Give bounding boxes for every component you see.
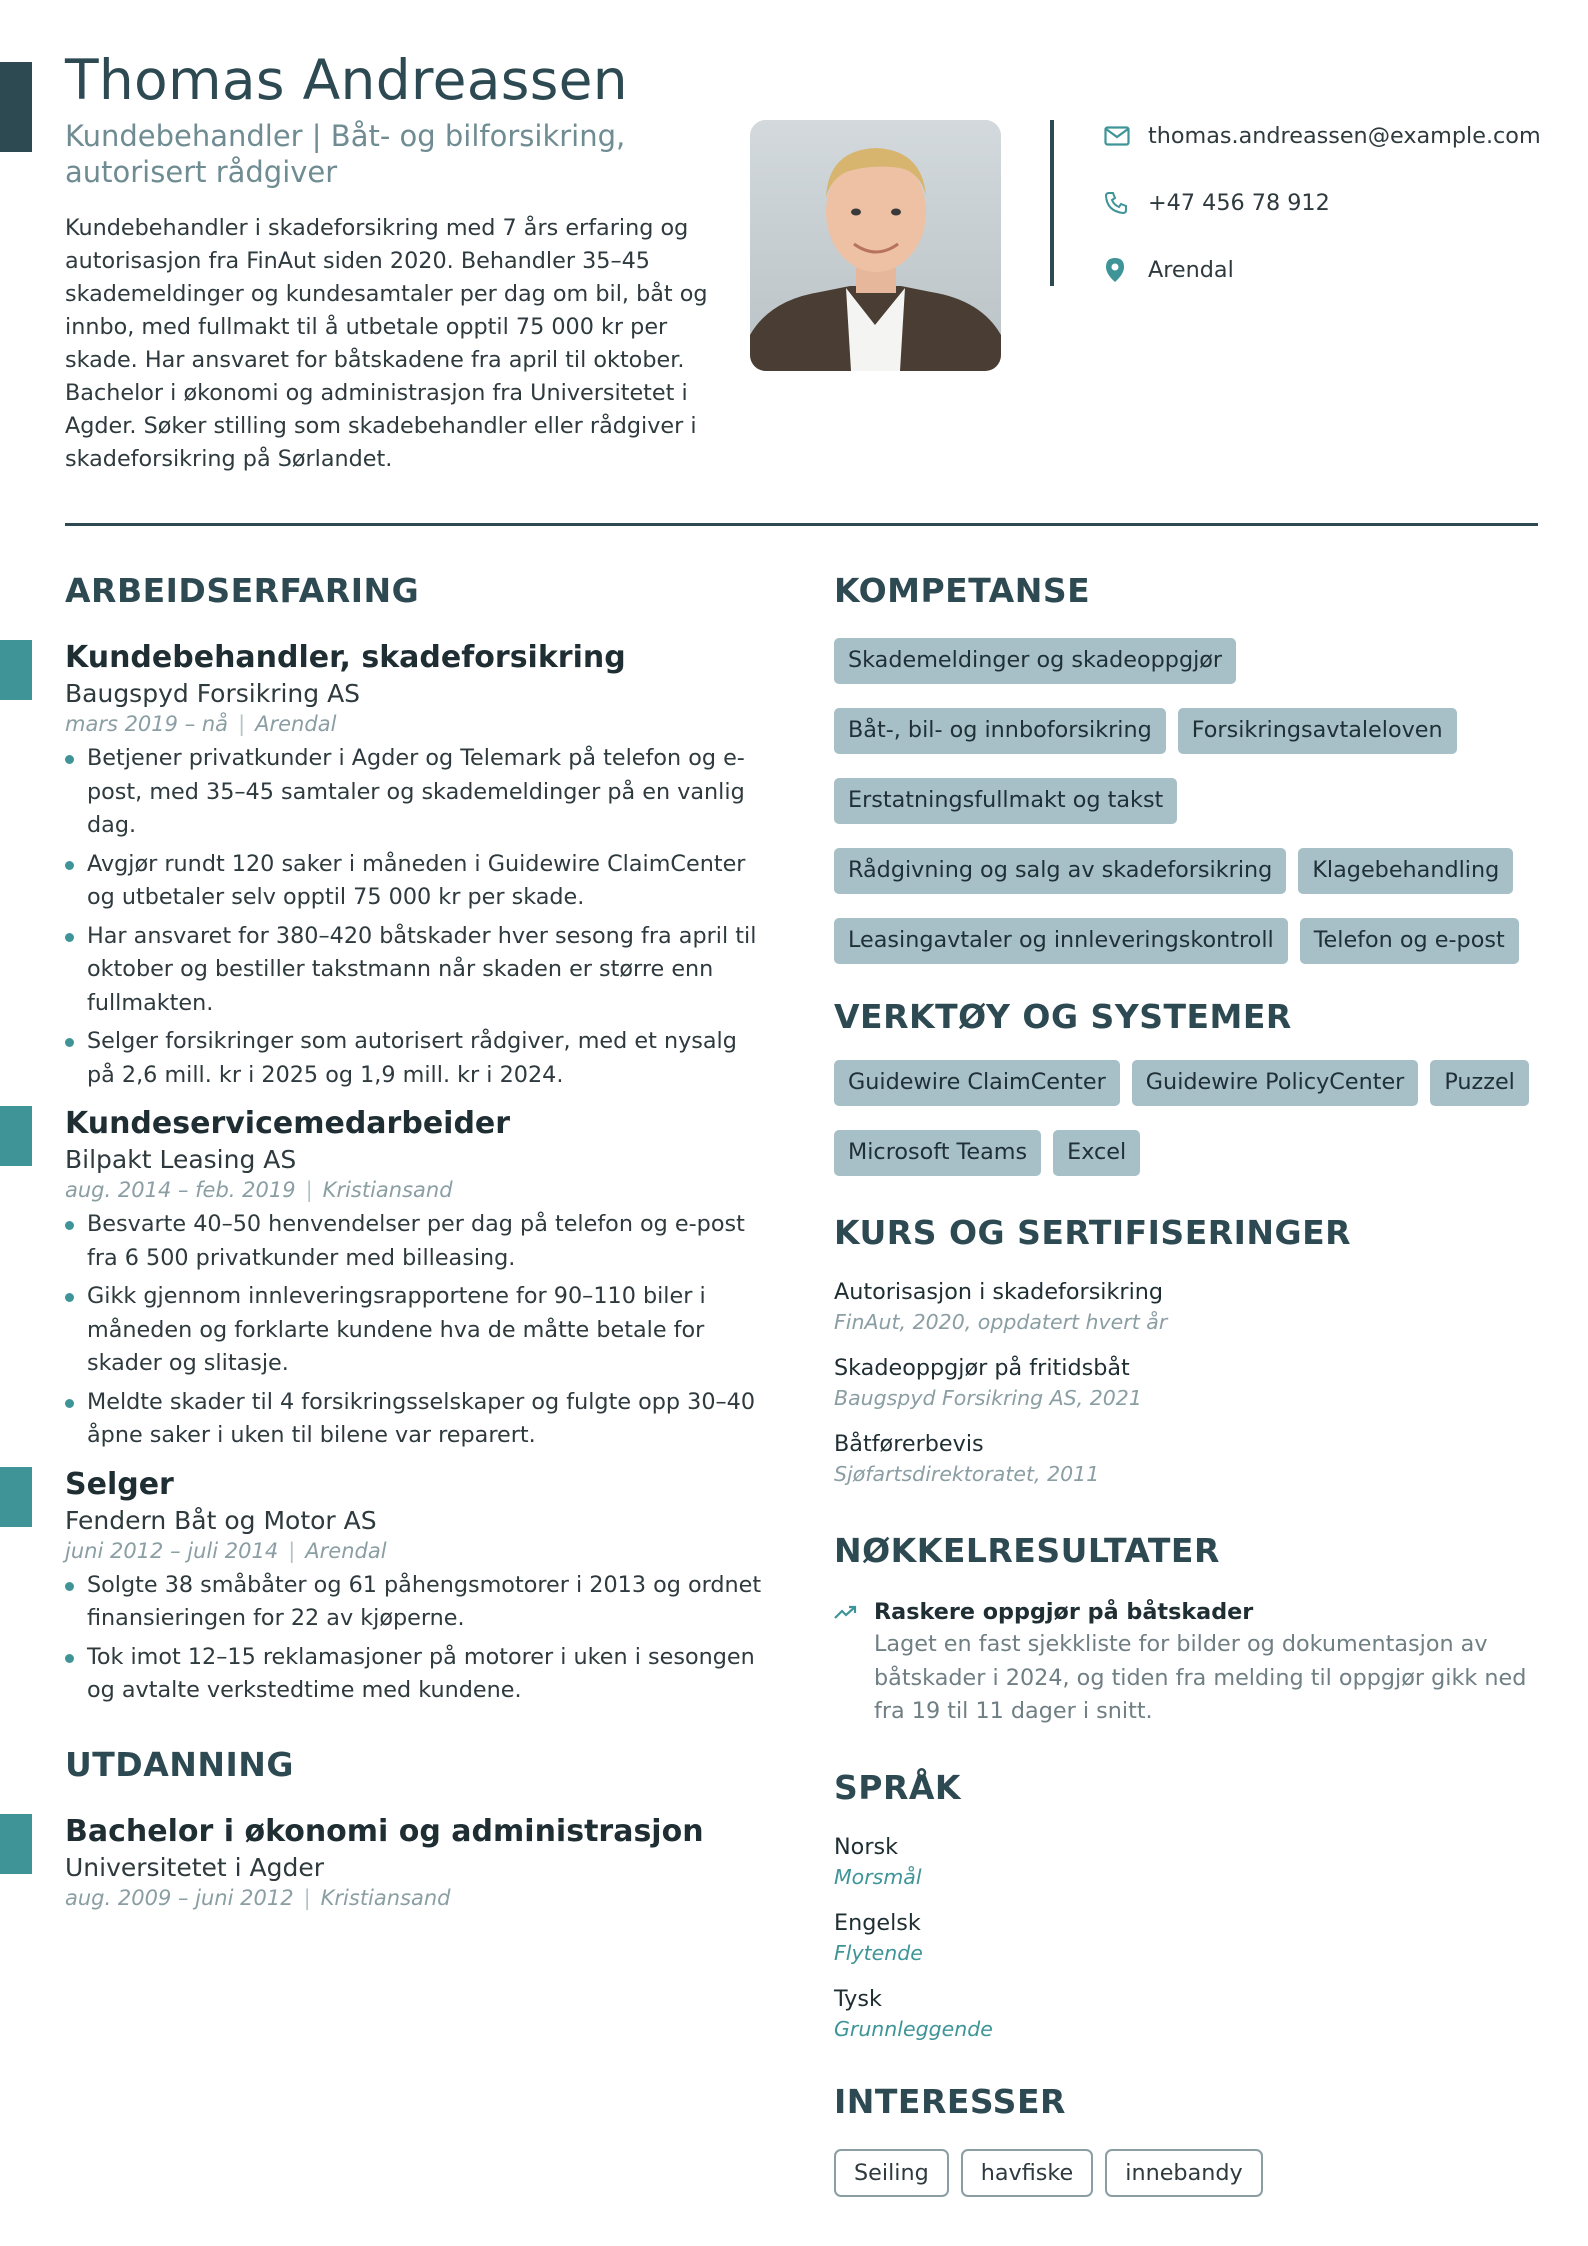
job-period: juni 2012 – juli 2014 xyxy=(65,1538,279,1563)
tool-tag: Excel xyxy=(1053,1130,1140,1176)
job-marker xyxy=(0,640,32,700)
cert-name: Båtførerbevis xyxy=(834,1431,984,1457)
language-name: Norsk xyxy=(834,1833,899,1860)
skill-tag: Telefon og e-post xyxy=(1300,918,1519,964)
left-column xyxy=(65,568,765,1912)
section-title-tools: VERKTØY OG SYSTEMER xyxy=(834,997,1292,1036)
language-name: Tysk xyxy=(834,1985,882,2012)
phone-text[interactable]: +47 456 78 912 xyxy=(1148,190,1330,216)
section-title-interests: INTERESSER xyxy=(834,2081,1066,2121)
cert-meta: Sjøfartsdirektoratet, 2011 xyxy=(834,1462,1100,1486)
skill-tag: Båt-, bil- og innboforsikring xyxy=(834,708,1166,754)
list-item: Tok imot 12–15 reklamasjoner på motorer i uken i sesongen og avtalte verkstedtime med kundene. xyxy=(65,1641,765,1708)
contact-email[interactable] xyxy=(1104,120,1564,152)
interests-list xyxy=(834,2149,1554,2197)
portrait-image xyxy=(750,120,1001,371)
skill-tag: Skademeldinger og skadeoppgjør xyxy=(834,638,1236,684)
job-period: mars 2019 – nå xyxy=(65,712,229,736)
job-bullets xyxy=(65,1208,765,1453)
header-accent-bar xyxy=(0,62,32,152)
school-name: Universitetet i Agder xyxy=(65,1852,325,1882)
certs-list xyxy=(834,1276,1554,1488)
tool-tag: Guidewire PolicyCenter xyxy=(1132,1060,1419,1106)
cert-meta: FinAut, 2020, oppdatert hvert år xyxy=(834,1310,1168,1334)
mail-icon xyxy=(1104,121,1134,151)
list-item: Gikk gjennom innleveringsrapportene for 90–110 biler i måneden og forklarte kundene hva de måtte betale for skader og slitasje. xyxy=(65,1280,765,1381)
interest-tag: Seiling xyxy=(834,2149,949,2197)
skill-tag: Rådgivning og salg av skadeforsikring xyxy=(834,848,1286,894)
trend-up-icon xyxy=(834,1604,858,1624)
job-company: Baugspyd Forsikring AS xyxy=(65,679,361,708)
language-level: Morsmål xyxy=(834,1864,922,1889)
skill-tag: Forsikringsavtaleloven xyxy=(1178,708,1457,754)
skills-tags xyxy=(834,638,1554,964)
contact-location xyxy=(1104,254,1564,286)
result-title: Raskere oppgjør på båtskader xyxy=(874,1599,1254,1625)
result-item xyxy=(834,1596,1554,1729)
email-text[interactable]: thomas.andreassen@example.com xyxy=(1148,123,1541,149)
cert-name: Autorisasjon i skadeforsikring xyxy=(834,1279,1164,1305)
header xyxy=(65,44,725,476)
interest-tag: innebandy xyxy=(1105,2149,1262,2197)
section-title-languages: SPRÅK xyxy=(834,1767,961,1807)
job-bullets xyxy=(65,1569,765,1708)
job-entry xyxy=(65,1465,765,1708)
job-title: Selger xyxy=(65,1466,174,1502)
list-item: Selger forsikringer som autorisert rådgiver, med et nysalg på 2,6 mill. kr i 2025 og 1,9 mill. kr i 2024. xyxy=(65,1025,765,1092)
candidate-name: Thomas Andreassen xyxy=(65,48,628,112)
job-title: Kundebehandler, skadeforsikring xyxy=(65,640,626,675)
languages-list xyxy=(834,1831,1554,2043)
language-item xyxy=(834,1907,1554,1967)
headline: Kundebehandler | Båt- og bilforsikring, autorisert rådgiver xyxy=(65,119,626,189)
job-company: Fendern Båt og Motor AS xyxy=(65,1505,377,1535)
education-period: aug. 2009 – juni 2012 xyxy=(65,1885,294,1910)
contact-phone[interactable] xyxy=(1104,187,1564,219)
job-meta: juni 2012 – juli 2014 | Arendal xyxy=(65,1538,387,1563)
cert-meta: Baugspyd Forsikring AS, 2021 xyxy=(834,1386,1142,1410)
phone-icon xyxy=(1104,188,1134,218)
list-item: Solgte 38 småbåter og 61 påhengsmotorer i 2013 og ordnet finansieringen for 22 av kjøperne. xyxy=(65,1569,765,1636)
cert-name: Skadeoppgjør på fritidsbåt xyxy=(834,1355,1130,1381)
job-marker xyxy=(0,1106,32,1166)
job-meta: mars 2019 – nå | Arendal xyxy=(65,712,337,736)
interest-tag: havfiske xyxy=(961,2149,1094,2197)
cert-item xyxy=(834,1352,1554,1412)
skill-tag: Erstatningsfullmakt og takst xyxy=(834,778,1177,824)
job-entry xyxy=(65,638,765,1092)
list-item: Meldte skader til 4 forsikringsselskaper og fulgte opp 30–40 åpne saker i uken til bilene var reparert. xyxy=(65,1386,765,1453)
skill-tag: Leasingavtaler og innleveringskontroll xyxy=(834,918,1288,964)
section-title-education: UTDANNING xyxy=(65,1744,294,1784)
language-item xyxy=(834,1983,1554,2043)
education-meta: aug. 2009 – juni 2012 | Kristiansand xyxy=(65,1885,451,1910)
list-item: Avgjør rundt 120 saker i måneden i Guidewire ClaimCenter og utbetaler selv opptil 75 000 kr per skade. xyxy=(65,848,765,915)
skill-tag: Klagebehandling xyxy=(1298,848,1513,894)
job-bullets xyxy=(65,742,765,1092)
location-pin-icon xyxy=(1104,255,1134,285)
list-item: Betjener privatkunder i Agder og Telemark på telefon og e-post, med 35–45 samtaler og skademeldinger på en vanlig dag. xyxy=(65,742,765,843)
section-title-certs: KURS OG SERTIFISERINGER xyxy=(834,1213,1352,1252)
contact-info xyxy=(1104,120,1564,321)
job-entry xyxy=(65,1104,765,1453)
language-item xyxy=(834,1831,1554,1891)
section-title-results: NØKKELRESULTATER xyxy=(834,1531,1220,1570)
tools-tags xyxy=(834,1060,1554,1176)
tool-tag: Puzzel xyxy=(1430,1060,1529,1106)
tool-tag: Microsoft Teams xyxy=(834,1130,1041,1176)
result-text: Laget en fast sjekkliste for bilder og dokumentasjon av båtskader i 2024, og tiden fra melding til oppgjør gikk ned fra 19 til 11 dager i snitt. xyxy=(874,1631,1527,1724)
education-location: Kristiansand xyxy=(320,1885,451,1910)
profile-summary: Kundebehandler i skadeforsikring med 7 års erfaring og autorisasjon fra FinAut siden 2020. Behandler 35–45 skademeldinger og kundesamtaler per dag om bil, båt og innbo, med fullmakt til å utbetale opptil 75 000 kr per skade. Har ansvaret for båtskadene fra april til oktober. Bachelor i økonomi og administrasjon fra Universitetet i Agder. Søker stilling som skadebehandler eller rådgiver i skadeforsikring på Sørlandet. xyxy=(65,215,708,472)
job-period: aug. 2014 – feb. 2019 xyxy=(65,1178,296,1202)
degree-title: Bachelor i økonomi og administrasjon xyxy=(65,1813,704,1849)
job-location: Kristiansand xyxy=(322,1178,453,1202)
education-marker xyxy=(0,1814,32,1874)
language-level: Grunnleggende xyxy=(834,2016,993,2041)
job-marker xyxy=(0,1467,32,1527)
job-company: Bilpakt Leasing AS xyxy=(65,1145,297,1174)
list-item: Har ansvaret for 380–420 båtskader hver sesong fra april til oktober og bestiller takstmann når skaden er større enn fullmakten. xyxy=(65,920,765,1021)
language-name: Engelsk xyxy=(834,1909,921,1936)
language-level: Flytende xyxy=(834,1940,923,1965)
cert-item xyxy=(834,1428,1554,1488)
job-title: Kundeservicemedarbeider xyxy=(65,1106,511,1141)
tool-tag: Guidewire ClaimCenter xyxy=(834,1060,1120,1106)
cert-item xyxy=(834,1276,1554,1336)
profile-photo xyxy=(750,120,1001,371)
location-text: Arendal xyxy=(1148,257,1234,283)
header-divider xyxy=(65,523,1538,526)
right-column xyxy=(834,568,1554,2197)
section-title-skills: KOMPETANSE xyxy=(834,571,1091,610)
contact-divider xyxy=(1050,120,1054,286)
job-location: Arendal xyxy=(305,1538,387,1563)
education-entry xyxy=(65,1812,765,1912)
section-title-experience: ARBEIDSERFARING xyxy=(65,571,420,610)
job-location: Arendal xyxy=(255,712,337,736)
list-item: Besvarte 40–50 henvendelser per dag på telefon og e-post fra 6 500 privatkunder med billeasing. xyxy=(65,1208,765,1275)
job-meta: aug. 2014 – feb. 2019 | Kristiansand xyxy=(65,1178,453,1202)
